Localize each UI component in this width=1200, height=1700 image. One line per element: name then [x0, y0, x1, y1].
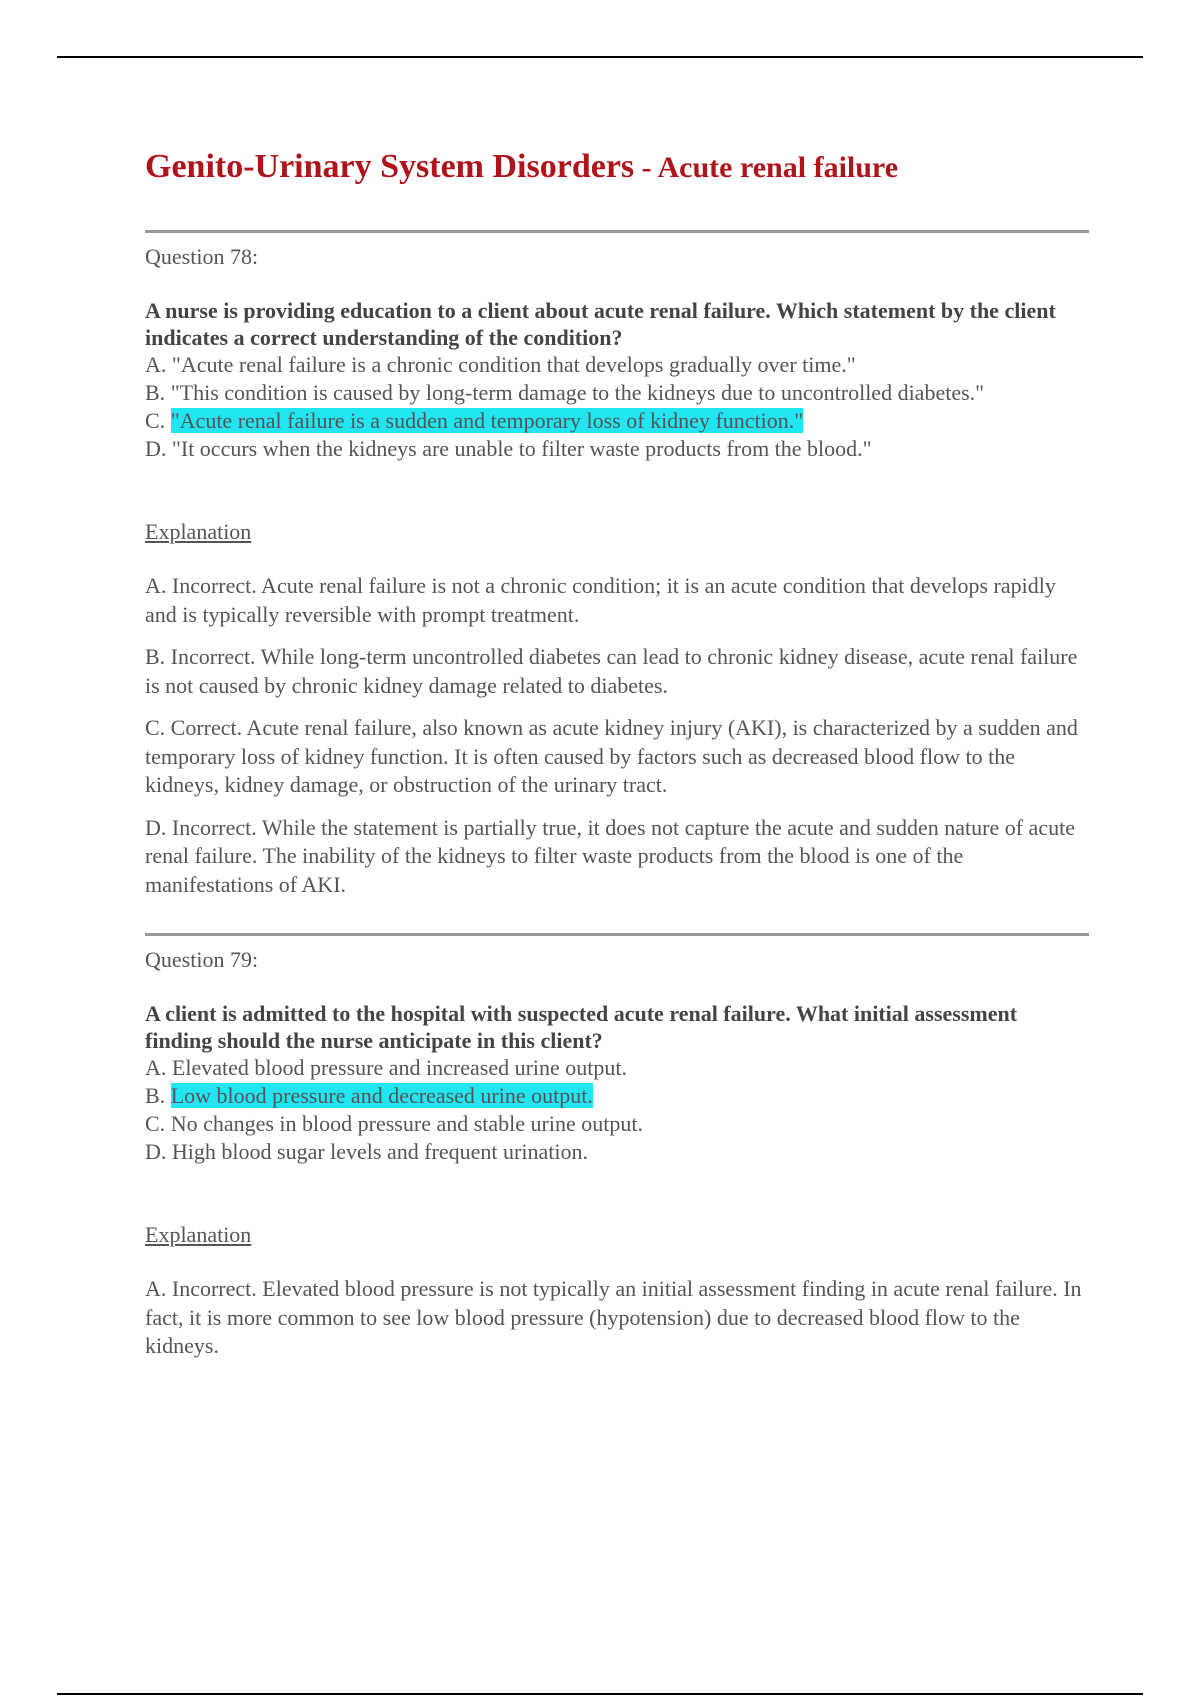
option-d — [145, 1138, 1089, 1166]
explanation-a: A. Incorrect. Elevated blood pressure is not typically an initial assessment finding in acute renal failure. In fact, it is more common to see low blood pressure (hypotension) due to decreased blood flow to the kidneys. — [145, 1276, 1082, 1358]
answer-options — [145, 1054, 1089, 1166]
option-c-correct — [145, 407, 1089, 435]
option-text: "It occurs when the kidneys are unable to filter waste products from the blood." — [171, 436, 872, 461]
section-divider — [145, 933, 1089, 936]
option-text: "This condition is caused by long-term damage to the kidneys due to uncontrolled diabetes." — [170, 380, 985, 405]
option-letter: A. — [145, 1055, 172, 1080]
option-a — [145, 1054, 1089, 1082]
page-title — [145, 138, 1089, 196]
highlighted-correct-answer: "Acute renal failure is a sudden and temporary loss of kidney function." — [170, 408, 804, 433]
option-letter: B. — [145, 380, 171, 405]
option-text: Elevated blood pressure and increased urine output. — [171, 1055, 628, 1080]
explanation-d: D. Incorrect. While the statement is partially true, it does not capture the acute and sudden nature of acute renal failure. The inability of the kidneys to filter waste products from the blood is one of the manifestations of AKI. — [145, 814, 1075, 897]
option-letter: D. — [145, 436, 172, 461]
question-text: A client is admitted to the hospital with suspected acute renal failure. What initial assessment finding should the nurse anticipate in this client? — [145, 1001, 1018, 1053]
option-text: "Acute renal failure is a chronic condition that develops gradually over time." — [171, 352, 856, 377]
question-block-78 — [145, 230, 1089, 899]
option-a — [145, 351, 1089, 379]
explanation-heading: Explanation — [145, 1222, 252, 1247]
explanation-c: C. Correct. Acute renal failure, also known as acute kidney injury (AKI), is characterized by a sudden and temporary loss of kidney function. It is often caused by factors such as decreased blood flow to the kidneys, kidney damage, or obstruction of the urinary tract. — [145, 715, 1078, 797]
title-main: Genito-Urinary System Disorders — [145, 148, 635, 185]
page-top-rule — [57, 56, 1143, 58]
answer-options — [145, 351, 1089, 463]
option-letter: D. — [145, 1139, 172, 1164]
option-letter: B. — [145, 1083, 171, 1108]
option-c — [145, 1110, 1089, 1138]
question-block-79 — [145, 933, 1089, 1361]
option-text: High blood sugar levels and frequent urination. — [171, 1139, 588, 1164]
page-bottom-rule — [57, 1693, 1143, 1695]
title-subtitle: Acute renal failure — [657, 151, 899, 184]
question-text: A nurse is providing education to a client about acute renal failure. Which statement by the client indicates a correct understanding of the condition? — [145, 298, 1056, 350]
document-body — [145, 138, 1089, 1361]
option-letter: C. — [145, 408, 171, 433]
highlighted-correct-answer: Low blood pressure and decreased urine output. — [170, 1083, 593, 1108]
explanation-b: B. Incorrect. While long-term uncontrolled diabetes can lead to chronic kidney disease, acute renal failure is not caused by chronic kidney damage related to diabetes. — [145, 644, 1078, 698]
option-text: No changes in blood pressure and stable urine output. — [170, 1111, 643, 1136]
explanation-heading: Explanation — [145, 519, 252, 544]
option-letter: C. — [145, 1111, 171, 1136]
explanation-a: A. Incorrect. Acute renal failure is not a chronic condition; it is an acute condition that develops rapidly and is typically reversible with prompt treatment. — [145, 573, 1056, 627]
option-b — [145, 379, 1089, 407]
title-separator: - — [634, 151, 658, 184]
question-label: Question 79: — [145, 947, 259, 972]
option-d — [145, 435, 1089, 463]
option-b-correct — [145, 1082, 1089, 1110]
question-label: Question 78: — [145, 244, 259, 269]
option-letter: A. — [145, 352, 172, 377]
section-divider — [145, 230, 1089, 233]
